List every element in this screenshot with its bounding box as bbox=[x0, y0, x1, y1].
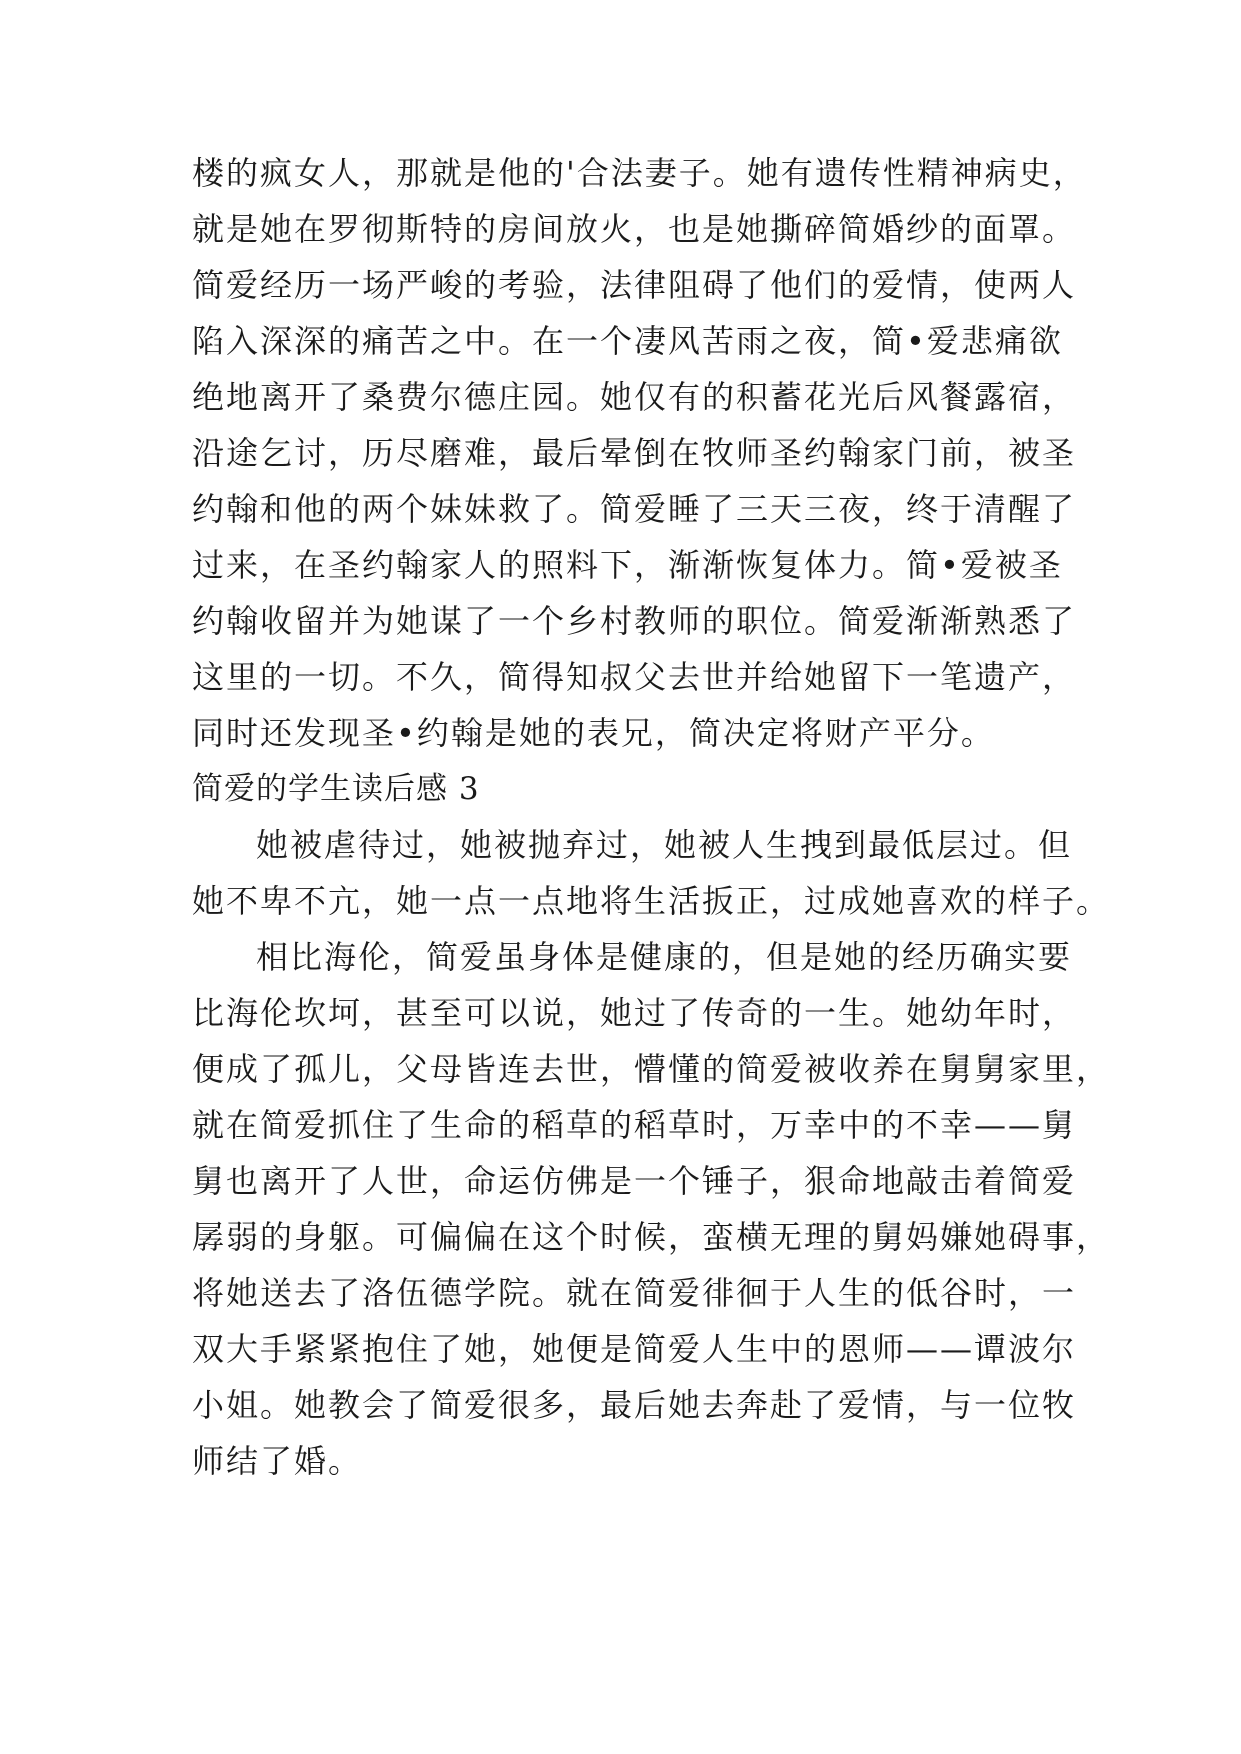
body-line: 约翰收留并为她谋了一个乡村教师的职位。简爱渐渐熟悉了 bbox=[192, 602, 1077, 640]
body-line: 小姐。她教会了简爱很多，最后她去奔赴了爱情，与一位牧 bbox=[192, 1386, 1077, 1424]
body-line: 这里的一切。不久，简得知叔父去世并给她留下一笔遗产， bbox=[192, 658, 1077, 696]
body-line: 相比海伦，简爱虽身体是健康的，但是她的经历确实要 bbox=[256, 938, 1073, 976]
body-line: 楼的疯女人，那就是他的'合法妻子。她有遗传性精神病史， bbox=[192, 154, 1087, 192]
body-line: 同时还发现圣•约翰是她的表兄，简决定将财产平分。 bbox=[192, 714, 995, 752]
body-line: 就是她在罗彻斯特的房间放火，也是她撕碎简婚纱的面罩。 bbox=[192, 210, 1077, 248]
body-line: 将她送去了洛伍德学院。就在简爱徘徊于人生的低谷时，一 bbox=[192, 1274, 1077, 1312]
body-line: 沿途乞讨，历尽磨难，最后晕倒在牧师圣约翰家门前，被圣 bbox=[192, 434, 1077, 472]
body-line: 舅也离开了人世，命运仿佛是一个锤子，狠命地敲击着简爱 bbox=[192, 1162, 1077, 1200]
body-line: 她被虐待过，她被抛弃过，她被人生拽到最低层过。但 bbox=[256, 826, 1073, 864]
body-line: 孱弱的身躯。可偏偏在这个时候，蛮横无理的舅妈嫌她碍事， bbox=[192, 1218, 1111, 1256]
body-line: 约翰和他的两个妹妹救了。简爱睡了三天三夜，终于清醒了 bbox=[192, 490, 1077, 528]
body-line: 双大手紧紧抱住了她，她便是简爱人生中的恩师——谭波尔 bbox=[192, 1330, 1077, 1368]
body-line: 简爱经历一场严峻的考验，法律阻碍了他们的爱情，使两人 bbox=[192, 266, 1077, 304]
body-line: 陷入深深的痛苦之中。在一个凄风苦雨之夜，简•爱悲痛欲 bbox=[192, 322, 1063, 360]
body-line: 就在简爱抓住了生命的稻草的稻草时，万幸中的不幸——舅 bbox=[192, 1106, 1077, 1144]
body-line: 绝地离开了桑费尔德庄园。她仅有的积蓄花光后风餐露宿， bbox=[192, 378, 1077, 416]
body-line: 她不卑不亢，她一点一点地将生活扳正，过成她喜欢的样子。 bbox=[192, 882, 1111, 920]
body-line: 师结了婚。 bbox=[192, 1442, 363, 1480]
body-line: 比海伦坎坷，甚至可以说，她过了传奇的一生。她幼年时， bbox=[192, 994, 1077, 1032]
body-line: 过来，在圣约翰家人的照料下，渐渐恢复体力。简•爱被圣 bbox=[192, 546, 1063, 584]
section-heading: 简爱的学生读后感 3 bbox=[192, 771, 480, 807]
body-line: 便成了孤儿，父母皆连去世，懵懂的简爱被收养在舅舅家里， bbox=[192, 1050, 1111, 1088]
